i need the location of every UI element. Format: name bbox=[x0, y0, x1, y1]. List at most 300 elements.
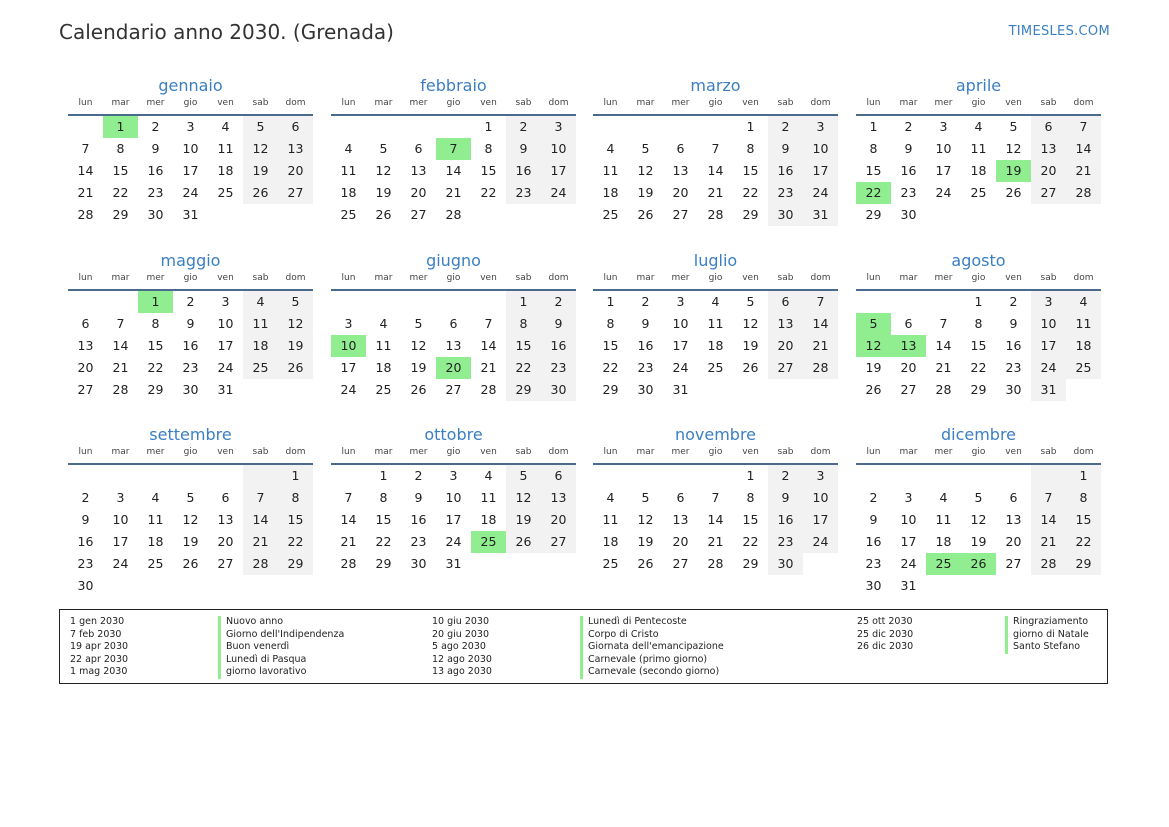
day-cell: 4 bbox=[606, 141, 615, 156]
empty-cell bbox=[68, 291, 103, 313]
day-cell: 19 bbox=[410, 360, 427, 375]
day-cell: 11 bbox=[217, 141, 234, 156]
empty-cell bbox=[593, 465, 628, 487]
weekday-label: gio bbox=[183, 273, 198, 283]
month-name: agosto bbox=[951, 251, 1006, 270]
day-cell: 4 bbox=[221, 119, 230, 134]
day-cell: 14 bbox=[340, 512, 357, 527]
day-cell: 11 bbox=[340, 163, 357, 178]
day-cell: 13 bbox=[672, 163, 689, 178]
empty-cell bbox=[663, 465, 698, 487]
legend-item bbox=[70, 641, 344, 654]
day-cell: 29 bbox=[375, 556, 392, 571]
day-cell: 23 bbox=[865, 556, 882, 571]
day-cell: 26 bbox=[637, 207, 654, 222]
day-cell: 8 bbox=[484, 141, 493, 156]
day-cell: 15 bbox=[278, 509, 313, 531]
day-cell: 19 bbox=[182, 534, 199, 549]
day-cell: 17 bbox=[340, 360, 357, 375]
day-cell: 18 bbox=[602, 185, 619, 200]
day-cell: 28 bbox=[935, 382, 952, 397]
day-cell: 29 bbox=[1066, 553, 1101, 575]
day-cell: 13 bbox=[768, 313, 803, 335]
weekday-label: mer bbox=[409, 98, 428, 108]
legend-item bbox=[857, 629, 1089, 642]
day-cell: 31 bbox=[900, 578, 917, 593]
day-cell: 7 bbox=[711, 141, 720, 156]
weekday-label: sab bbox=[515, 273, 532, 283]
weekday-label: lun bbox=[341, 98, 356, 108]
weekday-label: gio bbox=[971, 273, 986, 283]
day-cell: 11 bbox=[602, 512, 619, 527]
day-cell: 22 bbox=[506, 357, 541, 379]
day-cell: 9 bbox=[414, 490, 423, 505]
empty-cell bbox=[593, 116, 628, 138]
legend-item bbox=[857, 616, 1089, 629]
weekday-label: lun bbox=[78, 273, 93, 283]
weekday-label: sab bbox=[1040, 447, 1057, 457]
day-cell: 6 bbox=[1009, 490, 1018, 505]
day-cell: 3 bbox=[939, 119, 948, 134]
day-cell: 1 bbox=[484, 119, 493, 134]
day-cell: 22 bbox=[970, 360, 987, 375]
day-cell: 26 bbox=[1005, 185, 1022, 200]
day-cell: 25 bbox=[602, 556, 619, 571]
legend-date: 12 ago 2030 bbox=[432, 653, 492, 665]
day-cell: 21 bbox=[340, 534, 357, 549]
day-cell: 1 bbox=[746, 468, 755, 483]
day-cell: 16 bbox=[900, 163, 917, 178]
weekday-label: lun bbox=[341, 273, 356, 283]
holiday-day-cell: 12 bbox=[856, 335, 891, 357]
day-cell: 27 bbox=[672, 207, 689, 222]
day-grid bbox=[856, 465, 1101, 597]
weekday-header bbox=[593, 273, 838, 287]
weekday-label: mar bbox=[374, 98, 393, 108]
day-cell: 12 bbox=[637, 163, 654, 178]
day-cell: 6 bbox=[449, 316, 458, 331]
day-cell: 26 bbox=[243, 182, 278, 204]
day-cell: 21 bbox=[77, 185, 94, 200]
day-cell: 3 bbox=[116, 490, 125, 505]
day-cell: 20 bbox=[768, 335, 803, 357]
day-grid bbox=[331, 465, 576, 575]
weekday-label: dom bbox=[810, 447, 831, 457]
day-cell: 1 bbox=[606, 294, 615, 309]
day-cell: 3 bbox=[186, 119, 195, 134]
day-cell: 29 bbox=[602, 382, 619, 397]
day-cell: 20 bbox=[672, 534, 689, 549]
day-cell: 8 bbox=[278, 487, 313, 509]
day-cell: 19 bbox=[506, 509, 541, 531]
weekday-label: mer bbox=[671, 98, 690, 108]
day-cell: 8 bbox=[379, 490, 388, 505]
weekday-label: sab bbox=[252, 98, 269, 108]
day-cell: 26 bbox=[278, 357, 313, 379]
day-cell: 6 bbox=[676, 141, 685, 156]
day-cell: 28 bbox=[445, 207, 462, 222]
day-cell: 30 bbox=[768, 553, 803, 575]
day-cell: 23 bbox=[77, 556, 94, 571]
day-cell: 12 bbox=[410, 338, 427, 353]
day-cell: 17 bbox=[900, 534, 917, 549]
month-giugno bbox=[331, 249, 576, 401]
day-cell: 6 bbox=[278, 116, 313, 138]
day-cell: 17 bbox=[445, 512, 462, 527]
day-cell: 14 bbox=[112, 338, 129, 353]
day-cell: 7 bbox=[484, 316, 493, 331]
holiday-day-cell: 1 bbox=[138, 291, 173, 313]
day-grid bbox=[68, 291, 313, 401]
holiday-day-cell: 20 bbox=[436, 357, 471, 379]
day-cell: 3 bbox=[676, 294, 685, 309]
day-cell: 16 bbox=[865, 534, 882, 549]
day-cell: 21 bbox=[1066, 160, 1101, 182]
site-link[interactable]: TIMESLES.COM bbox=[1008, 24, 1110, 39]
day-cell: 8 bbox=[606, 316, 615, 331]
day-cell: 30 bbox=[410, 556, 427, 571]
day-cell: 20 bbox=[1005, 534, 1022, 549]
day-cell: 30 bbox=[541, 379, 576, 401]
month-agosto bbox=[856, 249, 1101, 401]
day-cell: 2 bbox=[414, 468, 423, 483]
day-cell: 2 bbox=[768, 465, 803, 487]
day-cell: 16 bbox=[768, 509, 803, 531]
day-cell: 17 bbox=[217, 338, 234, 353]
day-cell: 23 bbox=[410, 534, 427, 549]
day-cell: 31 bbox=[182, 207, 199, 222]
legend-item bbox=[70, 666, 344, 679]
day-cell: 22 bbox=[480, 185, 497, 200]
day-cell: 16 bbox=[147, 163, 164, 178]
day-cell: 5 bbox=[506, 465, 541, 487]
weekday-label: sab bbox=[252, 273, 269, 283]
day-cell: 24 bbox=[1031, 357, 1066, 379]
day-cell: 9 bbox=[768, 138, 803, 160]
empty-cell bbox=[961, 465, 996, 487]
day-cell: 11 bbox=[375, 338, 392, 353]
legend-date: 7 feb 2030 bbox=[70, 628, 122, 640]
day-cell: 5 bbox=[641, 141, 650, 156]
empty-cell bbox=[698, 116, 733, 138]
day-cell: 6 bbox=[676, 490, 685, 505]
day-cell: 1 bbox=[974, 294, 983, 309]
weekday-label: dom bbox=[548, 273, 569, 283]
day-cell: 7 bbox=[803, 291, 838, 313]
day-cell: 20 bbox=[217, 534, 234, 549]
day-cell: 21 bbox=[707, 185, 724, 200]
weekday-label: gio bbox=[708, 447, 723, 457]
day-cell: 9 bbox=[1009, 316, 1018, 331]
weekday-label: lun bbox=[866, 273, 881, 283]
day-cell: 25 bbox=[243, 357, 278, 379]
day-cell: 6 bbox=[81, 316, 90, 331]
day-cell: 8 bbox=[746, 490, 755, 505]
day-cell: 11 bbox=[707, 316, 724, 331]
empty-cell bbox=[436, 116, 471, 138]
empty-cell bbox=[856, 465, 891, 487]
day-cell: 8 bbox=[869, 141, 878, 156]
day-cell: 2 bbox=[1009, 294, 1018, 309]
weekday-label: gio bbox=[971, 98, 986, 108]
weekday-label: dom bbox=[285, 447, 306, 457]
day-cell: 11 bbox=[935, 512, 952, 527]
day-cell: 22 bbox=[112, 185, 129, 200]
day-cell: 6 bbox=[904, 316, 913, 331]
day-cell: 16 bbox=[768, 160, 803, 182]
day-cell: 20 bbox=[1031, 160, 1066, 182]
day-cell: 2 bbox=[869, 490, 878, 505]
day-cell: 20 bbox=[900, 360, 917, 375]
day-cell: 28 bbox=[340, 556, 357, 571]
legend-holiday-name: Carnevale (primo giorno) bbox=[580, 654, 707, 667]
day-cell: 11 bbox=[602, 163, 619, 178]
day-cell: 15 bbox=[602, 338, 619, 353]
weekday-label: mer bbox=[934, 273, 953, 283]
day-cell: 18 bbox=[217, 163, 234, 178]
empty-cell bbox=[243, 465, 278, 487]
day-grid bbox=[593, 465, 838, 575]
day-grid bbox=[331, 291, 576, 401]
day-cell: 8 bbox=[116, 141, 125, 156]
day-cell: 20 bbox=[278, 160, 313, 182]
empty-cell bbox=[436, 291, 471, 313]
day-cell: 10 bbox=[1031, 313, 1066, 335]
day-cell: 4 bbox=[1066, 291, 1101, 313]
empty-cell bbox=[926, 291, 961, 313]
day-cell: 15 bbox=[1066, 509, 1101, 531]
weekday-label: ven bbox=[1005, 98, 1022, 108]
day-cell: 27 bbox=[541, 531, 576, 553]
day-cell: 18 bbox=[340, 185, 357, 200]
day-grid bbox=[68, 465, 313, 597]
day-cell: 18 bbox=[970, 163, 987, 178]
legend-date: 20 giu 2030 bbox=[432, 628, 489, 640]
holiday-day-cell: 26 bbox=[961, 553, 996, 575]
weekday-label: gio bbox=[708, 273, 723, 283]
empty-cell bbox=[891, 465, 926, 487]
day-cell: 28 bbox=[112, 382, 129, 397]
day-cell: 27 bbox=[672, 556, 689, 571]
legend-holiday-name: giorno lavorativo bbox=[218, 666, 307, 679]
day-cell: 14 bbox=[445, 163, 462, 178]
day-cell: 9 bbox=[768, 487, 803, 509]
day-cell: 1 bbox=[869, 119, 878, 134]
day-cell: 30 bbox=[147, 207, 164, 222]
day-cell: 7 bbox=[1031, 487, 1066, 509]
day-cell: 11 bbox=[970, 141, 987, 156]
weekday-label: mar bbox=[899, 98, 918, 108]
weekday-header bbox=[856, 447, 1101, 461]
day-cell: 11 bbox=[243, 313, 278, 335]
day-cell: 10 bbox=[445, 490, 462, 505]
day-cell: 15 bbox=[147, 338, 164, 353]
day-cell: 18 bbox=[1066, 335, 1101, 357]
day-cell: 4 bbox=[344, 141, 353, 156]
empty-cell bbox=[471, 291, 506, 313]
weekday-label: mar bbox=[636, 273, 655, 283]
day-cell: 1 bbox=[506, 291, 541, 313]
weekday-header bbox=[68, 447, 313, 461]
day-cell: 19 bbox=[637, 534, 654, 549]
weekday-label: sab bbox=[1040, 273, 1057, 283]
weekday-label: lun bbox=[603, 273, 618, 283]
day-cell: 25 bbox=[1066, 357, 1101, 379]
day-cell: 21 bbox=[707, 534, 724, 549]
day-cell: 2 bbox=[641, 294, 650, 309]
day-cell: 15 bbox=[375, 512, 392, 527]
weekday-label: ven bbox=[217, 98, 234, 108]
weekday-label: ven bbox=[742, 98, 759, 108]
legend-item bbox=[70, 654, 344, 667]
day-cell: 10 bbox=[182, 141, 199, 156]
day-cell: 11 bbox=[1066, 313, 1101, 335]
day-cell: 24 bbox=[217, 360, 234, 375]
day-cell: 27 bbox=[77, 382, 94, 397]
holiday-day-cell: 7 bbox=[436, 138, 471, 160]
day-cell: 16 bbox=[1005, 338, 1022, 353]
day-cell: 27 bbox=[768, 357, 803, 379]
empty-cell bbox=[68, 116, 103, 138]
day-cell: 7 bbox=[711, 490, 720, 505]
day-cell: 10 bbox=[900, 512, 917, 527]
empty-cell bbox=[628, 116, 663, 138]
day-cell: 18 bbox=[375, 360, 392, 375]
weekday-label: ven bbox=[1005, 447, 1022, 457]
empty-cell bbox=[173, 465, 208, 487]
day-cell: 25 bbox=[707, 360, 724, 375]
day-cell: 5 bbox=[379, 141, 388, 156]
day-cell: 14 bbox=[243, 509, 278, 531]
day-cell: 29 bbox=[970, 382, 987, 397]
day-cell: 16 bbox=[506, 160, 541, 182]
month-name: febbraio bbox=[420, 76, 487, 95]
day-cell: 10 bbox=[935, 141, 952, 156]
legend-item bbox=[857, 641, 1089, 654]
day-cell: 28 bbox=[243, 553, 278, 575]
day-grid bbox=[68, 116, 313, 226]
day-cell: 14 bbox=[1066, 138, 1101, 160]
day-cell: 6 bbox=[414, 141, 423, 156]
weekday-label: mar bbox=[374, 447, 393, 457]
day-cell: 25 bbox=[217, 185, 234, 200]
day-cell: 24 bbox=[803, 531, 838, 553]
month-name: ottobre bbox=[424, 425, 483, 444]
weekday-label: dom bbox=[548, 98, 569, 108]
weekday-label: mar bbox=[899, 273, 918, 283]
day-cell: 22 bbox=[602, 360, 619, 375]
day-cell: 5 bbox=[186, 490, 195, 505]
month-luglio bbox=[593, 249, 838, 401]
day-cell: 20 bbox=[77, 360, 94, 375]
holiday-day-cell: 10 bbox=[331, 335, 366, 357]
weekday-label: lun bbox=[78, 98, 93, 108]
empty-cell bbox=[926, 465, 961, 487]
weekday-label: dom bbox=[1073, 447, 1094, 457]
weekday-label: sab bbox=[777, 447, 794, 457]
weekday-label: ven bbox=[480, 98, 497, 108]
day-cell: 29 bbox=[112, 207, 129, 222]
day-cell: 29 bbox=[506, 379, 541, 401]
day-cell: 27 bbox=[1031, 182, 1066, 204]
weekday-label: gio bbox=[446, 98, 461, 108]
day-cell: 18 bbox=[707, 338, 724, 353]
day-cell: 12 bbox=[970, 512, 987, 527]
weekday-label: dom bbox=[1073, 273, 1094, 283]
day-cell: 10 bbox=[217, 316, 234, 331]
day-cell: 28 bbox=[707, 207, 724, 222]
day-cell: 14 bbox=[935, 338, 952, 353]
day-cell: 29 bbox=[147, 382, 164, 397]
legend-item bbox=[432, 666, 724, 679]
holiday-day-cell: 25 bbox=[926, 553, 961, 575]
day-cell: 2 bbox=[151, 119, 160, 134]
day-cell: 30 bbox=[77, 578, 94, 593]
empty-cell bbox=[856, 291, 891, 313]
weekday-label: mar bbox=[111, 273, 130, 283]
day-cell: 31 bbox=[445, 556, 462, 571]
day-cell: 24 bbox=[445, 534, 462, 549]
day-cell: 3 bbox=[449, 468, 458, 483]
weekday-label: ven bbox=[217, 273, 234, 283]
day-grid bbox=[593, 291, 838, 401]
day-cell: 12 bbox=[243, 138, 278, 160]
day-cell: 16 bbox=[77, 534, 94, 549]
day-cell: 12 bbox=[1005, 141, 1022, 156]
weekday-label: sab bbox=[252, 447, 269, 457]
day-cell: 7 bbox=[1066, 116, 1101, 138]
weekday-label: mar bbox=[636, 98, 655, 108]
day-cell: 9 bbox=[186, 316, 195, 331]
day-cell: 17 bbox=[803, 160, 838, 182]
day-cell: 21 bbox=[935, 360, 952, 375]
weekday-label: mar bbox=[111, 447, 130, 457]
day-cell: 23 bbox=[147, 185, 164, 200]
day-cell: 24 bbox=[182, 185, 199, 200]
legend-holiday-name: Giorno dell'Indipendenza bbox=[218, 629, 344, 642]
weekday-label: mer bbox=[671, 273, 690, 283]
month-name: maggio bbox=[160, 251, 221, 270]
day-cell: 22 bbox=[1066, 531, 1101, 553]
day-cell: 14 bbox=[77, 163, 94, 178]
day-cell: 23 bbox=[768, 182, 803, 204]
day-cell: 24 bbox=[340, 382, 357, 397]
day-cell: 4 bbox=[974, 119, 983, 134]
day-cell: 26 bbox=[410, 382, 427, 397]
weekday-label: dom bbox=[810, 98, 831, 108]
month-name: aprile bbox=[955, 76, 1002, 95]
day-cell: 29 bbox=[742, 556, 759, 571]
day-cell: 17 bbox=[1031, 335, 1066, 357]
day-cell: 15 bbox=[742, 163, 759, 178]
day-grid bbox=[593, 116, 838, 226]
day-cell: 9 bbox=[506, 138, 541, 160]
day-cell: 31 bbox=[1031, 379, 1066, 401]
day-cell: 30 bbox=[182, 382, 199, 397]
day-cell: 2 bbox=[904, 119, 913, 134]
day-cell: 12 bbox=[182, 512, 199, 527]
holiday-day-cell: 25 bbox=[471, 531, 506, 553]
day-cell: 2 bbox=[541, 291, 576, 313]
weekday-label: sab bbox=[515, 447, 532, 457]
day-cell: 16 bbox=[182, 338, 199, 353]
day-cell: 4 bbox=[151, 490, 160, 505]
empty-cell bbox=[628, 465, 663, 487]
weekday-label: lun bbox=[341, 447, 356, 457]
legend-date: 25 ott 2030 bbox=[857, 616, 913, 627]
weekday-label: sab bbox=[1040, 98, 1057, 108]
day-cell: 19 bbox=[243, 160, 278, 182]
